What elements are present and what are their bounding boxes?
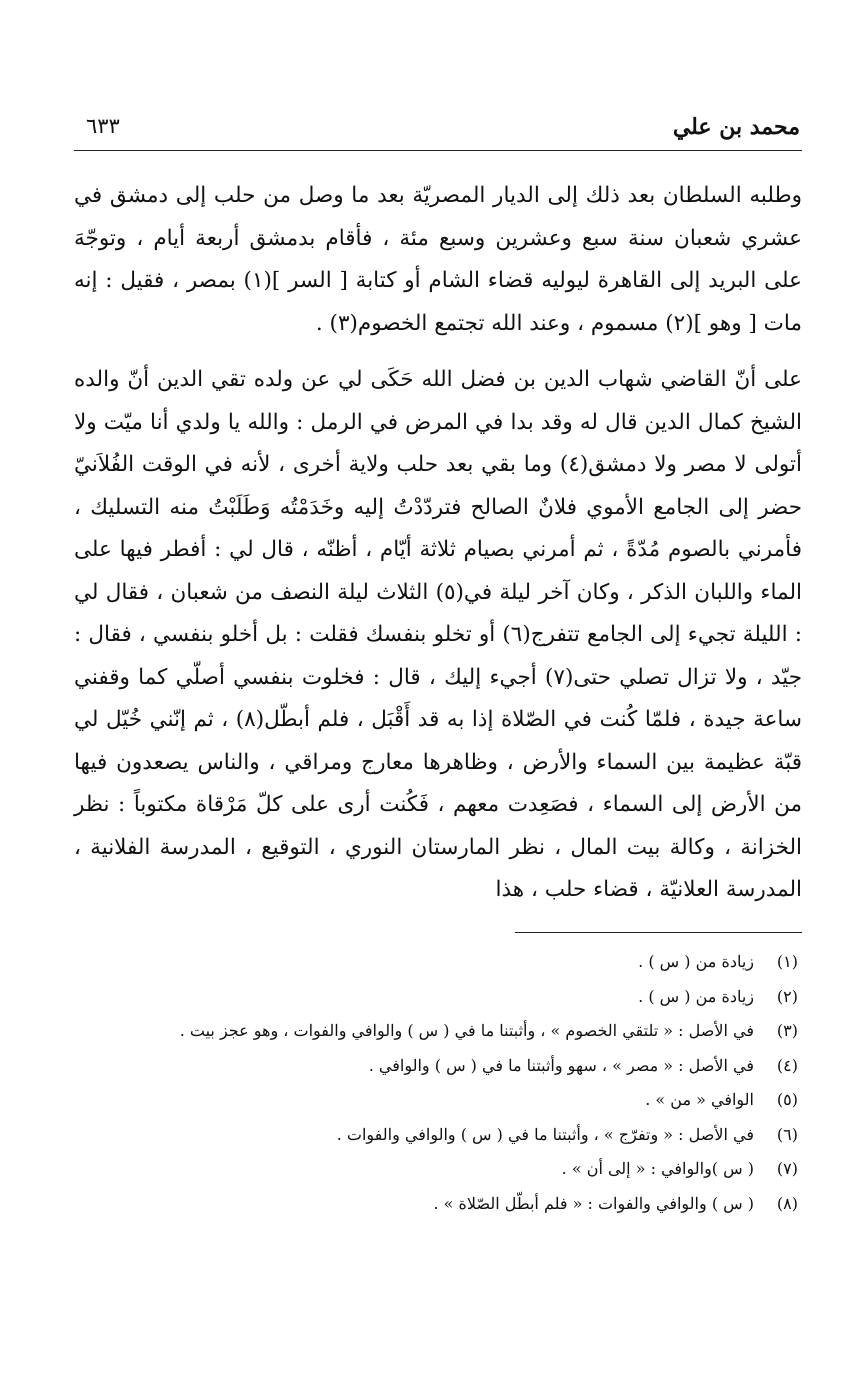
paragraph: على أنّ القاضي شهاب الدين بن فضل الله حَكَى لي عن ولده تقي الدين أنّ والده الشيخ كمال الدين قال له وقد بدا في المرض في الرمل : والله يا ولدي أنا ميّت ولا أتولى لا مصر ولا دمشق(٤) وما بقي بعد حلب ولاية أخرى ، لأنه في الوقت الفُلاَنيّ حضر إلى الجامع الأموي فلانٌ الصالح فتردّدْتُ إليه وخَدَمْتُه وَطَلَبْتُ منه التسليك ، فأمرني بالصوم مُدّةً ، ثم أمرني بصيام ثلاثة أيّام ، أظنّه ، قال لي : أفطر فيها على الماء واللبان الذكر ، وكان آخر ليلة في(٥) الثلاث ليلة النصف من شعبان ، فقال لي : الليلة تجيء إلى الجامع تتفرج(٦) أو تخلو بنفسك فقلت : بل أخلو بنفسي ، فقال : جيّد ، ولا تزال تصلي حتى(٧) أجيء إليك ، قال : فخلوت بنفسي أصلّي كما وقفني ساعة جيدة ، فلمّا كُنت في الصّلاة إذا به قد أَقْبَل ، فلم أبطّل(٨) ، ثم إنّني خُيّل لي قبّة عظيمة بين السماء والأرض ، وظاهرها معارج ومراقي ، والناس يصعدون فيها من الأرض إلى السماء ، فصَعِدت معهم ، فَكُنت أرى على كلّ مَرْقاة مكتوباً : نظر الخزانة ، وكالة بيت المال ، نظر المارستان النوري ، التوقيع ، المدرسة الفلانية ، المدرسة العلانيّة ، قضاء حلب ، هذا (74, 367, 802, 902)
footnote-number: (٤) (776, 1055, 798, 1075)
footnote-text: زيادة من ( س ) . (638, 952, 754, 971)
footnote (74, 980, 802, 1015)
footnote (74, 1049, 802, 1084)
footnote-number: (١) (776, 952, 798, 971)
footnote (74, 1083, 802, 1118)
footnote-number: (٧) (776, 1159, 798, 1178)
footnotes-list (74, 945, 802, 1221)
footnote-number: (٨) (776, 1193, 798, 1213)
footnote-text: ( س ) والوافي والفوات : « فلم أبطّل الصّلاة » . (433, 1193, 754, 1213)
footnote (74, 1118, 802, 1153)
footnote (74, 1014, 802, 1049)
page-header (76, 110, 800, 150)
footnote-number: (٥) (776, 1090, 798, 1109)
header-rule (74, 150, 802, 151)
footnote (74, 1187, 802, 1222)
footnote-number: (٦) (776, 1124, 798, 1144)
footnote-text: في الأصل : « وتفرّج » ، وأثبتنا ما في ( س ) والوافي والفوات . (336, 1124, 754, 1144)
footnote-rule (515, 932, 802, 933)
footnote (74, 1152, 802, 1187)
footnote-text: زيادة من ( س ) . (638, 986, 754, 1006)
footnote-number: (٣) (776, 1021, 798, 1040)
paragraph: وطلبه السلطان بعد ذلك إلى الديار المصريّة بعد ما وصل من حلب إلى دمشق في عشري شعبان سنة سبع وعشرين وسبع مئة ، فأقام بدمشق أربعة أيام ، وتوجّهَ على البريد إلى القاهرة ليوليه قضاء الشام أو كتابة [ السر ](١) بمصر ، فقيل : إنه مات [ وهو ](٢) مسموم ، وعند الله تجتمع الخصوم(٣) . (74, 183, 803, 336)
running-title: محمد بن علي (672, 114, 800, 140)
main-text (74, 175, 802, 912)
footnote-text: ( س )والوافي : « إلى أن » . (561, 1159, 754, 1178)
footnote-text: في الأصل : « تلتقي الخصوم » ، وأثبتنا ما في ( س ) والوافي والفوات ، وهو عجز بيت . (179, 1021, 754, 1040)
footnote-text: في الأصل : « مصر » ، سهو وأثبتنا ما في ( س ) والوافي . (368, 1055, 754, 1075)
footnote-text: الوافي « من » . (645, 1090, 754, 1109)
footnote (74, 945, 802, 980)
footnote-number: (٢) (776, 986, 798, 1006)
page-number: ٦٣٣ (86, 114, 120, 138)
